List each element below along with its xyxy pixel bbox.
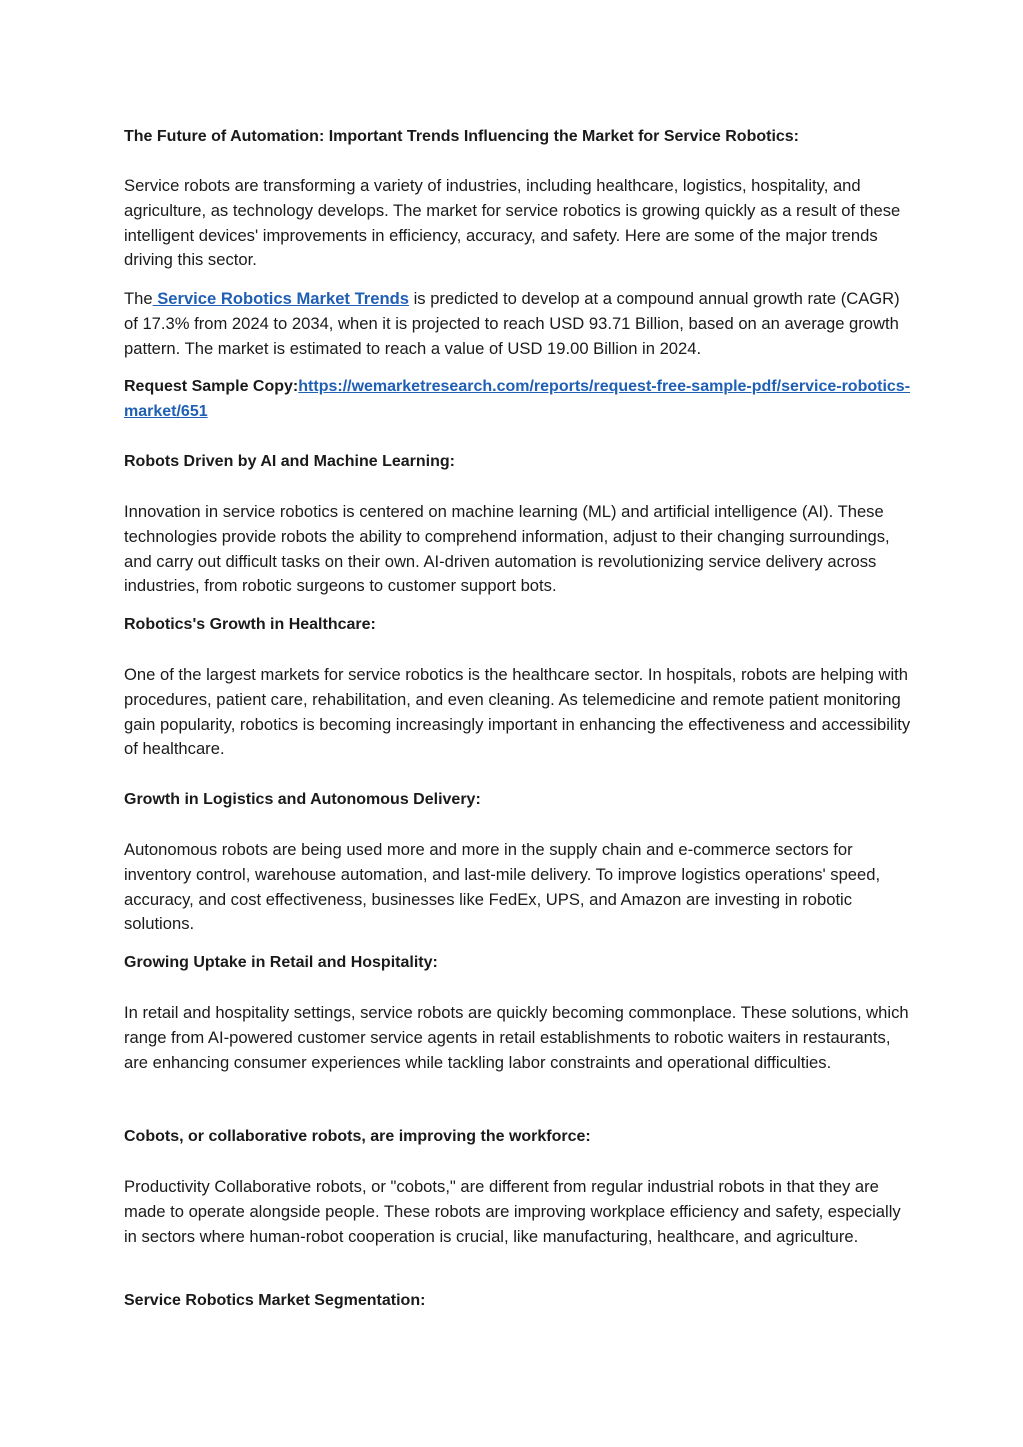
- section-heading: Robots Driven by AI and Machine Learning:: [124, 453, 455, 470]
- sample-request-paragraph: [124, 375, 914, 425]
- section-heading: Cobots, or collaborative robots, are improving the workforce:: [124, 1128, 591, 1145]
- intro-paragraph: Service robots are transforming a variety of industries, including healthcare, logistics, hospitality, and agriculture, as technology develops. The market for service robotics is growing quickly as a result of these intelligent devices' improvements in efficiency, accuracy, and safety. Here are some of the major trends driving this sector.: [124, 176, 901, 270]
- section-body: One of the largest markets for service robotics is the healthcare sector. In hospitals, robots are helping with procedures, patient care, rehabilitation, and even cleaning. As telemedicine and remote patient monitoring gain popularity, robotics is becoming increasingly important in enhancing the effectiveness and accessibility of healthcare.: [124, 665, 911, 759]
- section-body: Autonomous robots are being used more and more in the supply chain and e-commerce sectors for inventory control, warehouse automation, and last-mile delivery. To improve logistics operations' speed, accuracy, and cost effectiveness, businesses like FedEx, UPS, and Amazon are investing in robotic solutions.: [124, 840, 881, 934]
- section-heading: Growing Uptake in Retail and Hospitality:: [124, 954, 438, 971]
- section-body: Innovation in service robotics is centered on machine learning (ML) and artificial intelligence (AI). These technologies provide robots the ability to comprehend information, adjust to their changing surroundings, and carry out difficult tasks on their own. AI-driven automation is revolutionizing service delivery across industries, from robotic surgeons to customer support bots.: [124, 502, 890, 596]
- section-body: In retail and hospitality settings, service robots are quickly becoming commonplace. These solutions, which range from AI-powered customer service agents in retail establishments to robotic waiters in restaurants, are enhancing consumer experiences while tackling labor constraints and operational difficulties.: [124, 1003, 909, 1072]
- section-heading: Robotics's Growth in Healthcare:: [124, 616, 376, 633]
- market-suffix: is predicted to develop at a compound annual growth rate (CAGR) of 17.3% from 2024 to 2034, when it is projected to reach USD 93.71 Billion, based on an average growth pattern. The market is estimated to reach a value of USD 19.00 Billion in 2024.: [124, 289, 900, 358]
- section-body: Productivity Collaborative robots, or "cobots," are different from regular industrial robots in that they are made to operate alongside people. These robots are improving workplace efficiency and safety, especially in sectors where human-robot cooperation is crucial, like manufacturing, healthcare, and agriculture.: [124, 1177, 901, 1246]
- market-trends-link[interactable]: Service Robotics Market Trends: [152, 289, 409, 308]
- section-heading: Growth in Logistics and Autonomous Delivery:: [124, 791, 481, 808]
- document-title: The Future of Automation: Important Trends Influencing the Market for Service Robotics:: [124, 128, 800, 145]
- sample-link[interactable]: https://wemarketresearch.com/reports/request-free-sample-pdf/service-robotics-market/651: [124, 378, 911, 420]
- sample-label: Request Sample Copy:: [124, 378, 299, 395]
- market-prefix: The: [124, 289, 153, 308]
- section-heading: Service Robotics Market Segmentation:: [124, 1292, 426, 1309]
- market-paragraph: [124, 287, 914, 361]
